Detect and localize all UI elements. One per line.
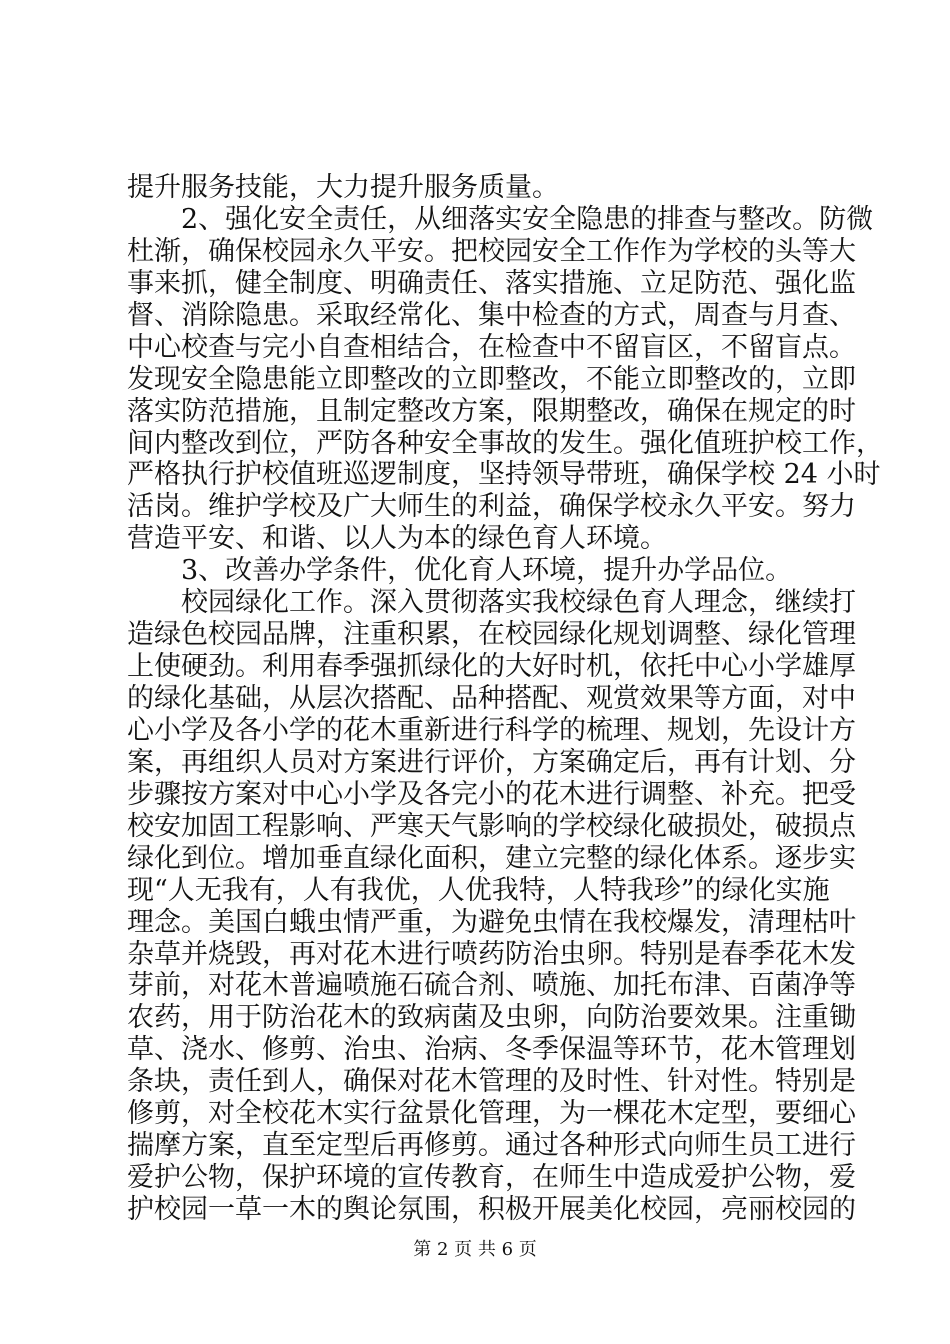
- paragraph-line: 事来抓，健全制度、明确责任、落实措施、立足防范、强化监: [127, 268, 856, 299]
- paragraph-line: 案，再组织人员对方案进行评价，方案确定后，再有计划、分: [127, 747, 856, 778]
- paragraph-line: 心小学及各小学的花木重新进行科学的梳理、规划，先设计方: [127, 715, 856, 746]
- paragraph-line: 落实防范措施，且制定整改方案，限期整改，确保在规定的时: [127, 396, 856, 427]
- paragraph-line: 严格执行护校值班巡逻制度，坚持领导带班，确保学校 24 小时: [127, 459, 881, 490]
- paragraph-line: 芽前，对花木普遍喷施石硫合剂、喷施、加托布津、百菌净等: [127, 970, 856, 1001]
- paragraph-line: 护校园一草一木的舆论氛围，积极开展美化校园，亮丽校园的: [127, 1194, 856, 1225]
- paragraph-line: 间内整改到位，严防各种安全事故的发生。强化值班护校工作，: [127, 428, 883, 459]
- paragraph-line: 上使硬劲。利用春季强抓绿化的大好时机，依托中心小学雄厚: [127, 651, 856, 682]
- paragraph-line: 提升服务技能，大力提升服务质量。: [127, 172, 559, 203]
- paragraph-line: 杂草并烧毁，再对花木进行喷药防治虫卵。特别是春季花木发: [127, 939, 856, 970]
- paragraph-line: 理念。美国白蛾虫情严重，为避免虫情在我校爆发，清理枯叶: [127, 907, 856, 938]
- page-number-footer: 第 2 页 共 6 页: [413, 1239, 537, 1260]
- paragraph-line: 3、改善办学条件，优化育人环境，提升办学品位。: [181, 555, 793, 586]
- paragraph-line: 杜渐，确保校园永久平安。把校园安全工作作为学校的头等大: [127, 236, 856, 267]
- paragraph-line: 校安加固工程影响、严寒天气影响的学校绿化破损处，破损点: [127, 811, 856, 842]
- paragraph-line: 造绿色校园品牌，注重积累，在校园绿化规划调整、绿化管理: [127, 619, 856, 650]
- paragraph-line: 步骤按方案对中心小学及各完小的花木进行调整、补充。把受: [127, 779, 856, 810]
- paragraph-line: 绿化到位。增加垂直绿化面积，建立完整的绿化体系。逐步实: [127, 843, 856, 874]
- paragraph-line: 的绿化基础，从层次搭配、品种搭配、观赏效果等方面，对中: [127, 683, 856, 714]
- paragraph-line: 爱护公物，保护环境的宣传教育，在师生中造成爱护公物，爱: [127, 1162, 856, 1193]
- paragraph-line: 修剪，对全校花木实行盆景化管理，为一棵花木定型，要细心: [127, 1098, 856, 1129]
- paragraph-line: 草、浇水、修剪、治虫、治病、冬季保温等环节，花木管理划: [127, 1034, 856, 1065]
- paragraph-line: 2、强化安全责任，从细落实安全隐患的排查与整改。防微: [181, 204, 874, 235]
- paragraph-line: 活岗。维护学校及广大师生的利益，确保学校永久平安。努力: [127, 491, 856, 522]
- paragraph-line: 农药，用于防治花木的致病菌及虫卵，向防治要效果。注重锄: [127, 1002, 856, 1033]
- paragraph-line: 营造平安、和谐、以人为本的绿色育人环境。: [127, 523, 667, 554]
- paragraph-line: 校园绿化工作。深入贯彻落实我校绿色育人理念，继续打: [181, 587, 856, 618]
- paragraph-line: 督、消除隐患。采取经常化、集中检查的方式，周查与月查、: [127, 300, 856, 331]
- paragraph-line: 条块，责任到人，确保对花木管理的及时性、针对性。特别是: [127, 1066, 856, 1097]
- paragraph-line: 发现安全隐患能立即整改的立即整改，不能立即整改的，立即: [127, 364, 856, 395]
- paragraph-line: 现“人无我有，人有我优，人优我特，人特我珍”的绿化实施: [127, 875, 830, 906]
- paragraph-line: 中心校查与完小自查相结合，在检查中不留盲区，不留盲点。: [127, 332, 856, 363]
- paragraph-line: 揣摩方案，直至定型后再修剪。通过各种形式向师生员工进行: [127, 1130, 856, 1161]
